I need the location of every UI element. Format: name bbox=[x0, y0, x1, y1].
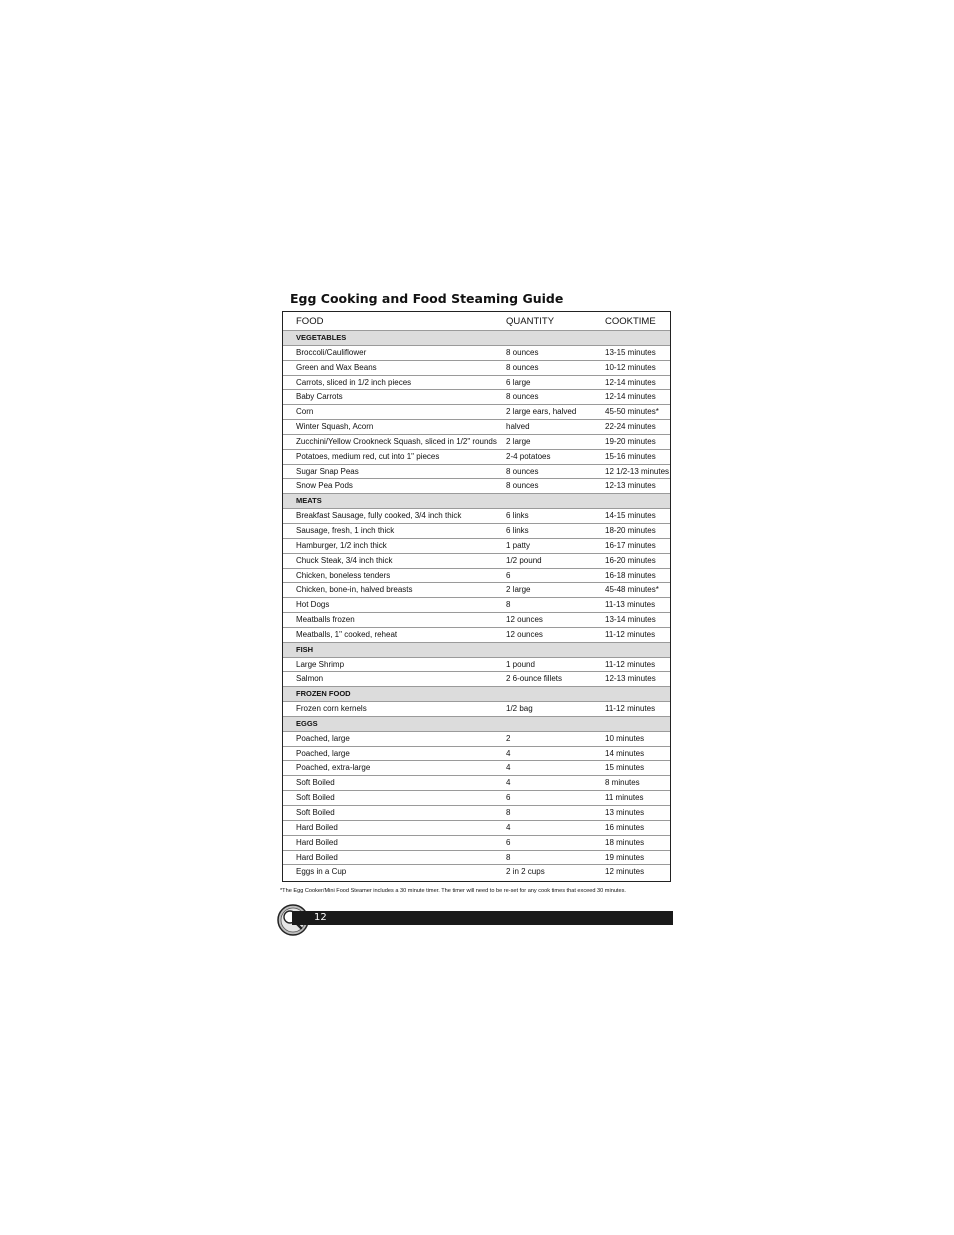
section-header-row bbox=[283, 643, 670, 658]
table-row bbox=[283, 583, 670, 598]
cooktime-cell: 15 minutes bbox=[605, 763, 645, 773]
quantity-cell: 2 in 2 cups bbox=[506, 867, 545, 877]
cooktime-cell: 18-20 minutes bbox=[605, 525, 656, 535]
quantity-cell: 2 6-ounce fillets bbox=[506, 674, 563, 684]
cooktime-cell: 11-13 minutes bbox=[605, 600, 656, 610]
table-header-row bbox=[283, 312, 670, 331]
table-row bbox=[283, 613, 670, 628]
quantity-cell: 8 ounces bbox=[506, 347, 539, 357]
table-row bbox=[283, 524, 670, 539]
table-row bbox=[283, 761, 670, 776]
cooktime-cell: 11-12 minutes bbox=[605, 629, 656, 639]
quantity-cell: 6 links bbox=[506, 525, 529, 535]
table-row bbox=[283, 821, 670, 836]
food-cell: Hot Dogs bbox=[296, 600, 330, 610]
cooktime-cell: 15-16 minutes bbox=[605, 451, 656, 461]
table-row bbox=[283, 376, 670, 391]
cooktime-cell: 45-48 minutes* bbox=[605, 585, 659, 595]
cooktime-cell: 19 minutes bbox=[605, 852, 645, 862]
quantity-cell: 8 ounces bbox=[506, 392, 539, 402]
section-header-row bbox=[283, 331, 670, 346]
cooktime-cell: 16-18 minutes bbox=[605, 570, 656, 580]
food-cell: Large Shrimp bbox=[296, 659, 345, 669]
cooktime-cell: 13-14 minutes bbox=[605, 615, 656, 625]
cooktime-cell: 16 minutes bbox=[605, 822, 645, 832]
quantity-cell: 12 ounces bbox=[506, 629, 543, 639]
table-row bbox=[283, 420, 670, 435]
footnote: *The Egg Cooker/Mini Food Steamer includes a 30 minute timer. The timer will need to be re-set for any cook times that exceed 30 minutes. bbox=[280, 888, 626, 894]
food-cell: Eggs in a Cup bbox=[296, 867, 347, 877]
quantity-cell: 6 large bbox=[506, 377, 531, 387]
column-header-cooktime: COOKTIME bbox=[605, 316, 656, 327]
food-cell: Sugar Snap Peas bbox=[296, 466, 359, 476]
table-row bbox=[283, 539, 670, 554]
food-cell: Poached, extra-large bbox=[296, 763, 371, 773]
table-row bbox=[283, 390, 670, 405]
table-row bbox=[283, 405, 670, 420]
section-name: FROZEN FOOD bbox=[296, 689, 351, 699]
table-row bbox=[283, 509, 670, 524]
quantity-cell: halved bbox=[506, 422, 530, 432]
food-cell: Salmon bbox=[296, 674, 324, 684]
cooktime-cell: 12 minutes bbox=[605, 867, 645, 877]
food-cell: Soft Boiled bbox=[296, 793, 335, 803]
quantity-cell: 4 bbox=[506, 822, 511, 832]
section-header-row bbox=[283, 494, 670, 509]
food-cell: Hard Boiled bbox=[296, 822, 338, 832]
cooktime-cell: 10-12 minutes bbox=[605, 362, 656, 372]
food-cell: Snow Pea Pods bbox=[296, 481, 353, 491]
table-row bbox=[283, 851, 670, 866]
quantity-cell: 12 ounces bbox=[506, 615, 543, 625]
cooktime-cell: 12-13 minutes bbox=[605, 674, 656, 684]
table-row bbox=[283, 569, 670, 584]
food-cell: Corn bbox=[296, 407, 314, 417]
table-row bbox=[283, 479, 670, 494]
steaming-guide-table bbox=[282, 311, 671, 882]
table-row bbox=[283, 658, 670, 673]
quantity-cell: 8 bbox=[506, 808, 511, 817]
cooktime-cell: 45-50 minutes* bbox=[605, 407, 659, 417]
section-header-row bbox=[283, 717, 670, 732]
section-name: MEATS bbox=[296, 496, 322, 506]
quantity-cell: 1 pound bbox=[506, 659, 535, 669]
quantity-cell: 2-4 potatoes bbox=[506, 451, 551, 461]
quantity-cell: 8 bbox=[506, 852, 511, 862]
table-row bbox=[283, 865, 670, 880]
cooktime-cell: 19-20 minutes bbox=[605, 436, 656, 446]
cooktime-cell: 13 minutes bbox=[605, 808, 645, 817]
table-row bbox=[283, 450, 670, 465]
food-cell: Winter Squash, Acorn bbox=[296, 422, 374, 432]
table-row bbox=[283, 672, 670, 687]
cooktime-cell: 8 minutes bbox=[605, 778, 640, 788]
table-row bbox=[283, 791, 670, 806]
cooktime-cell: 11 minutes bbox=[605, 793, 644, 803]
food-cell: Potatoes, medium red, cut into 1" pieces bbox=[296, 451, 440, 461]
quantity-cell: 2 large bbox=[506, 436, 531, 446]
table-row bbox=[283, 361, 670, 376]
food-cell: Carrots, sliced in 1/2 inch pieces bbox=[296, 377, 412, 387]
column-header-quantity: QUANTITY bbox=[506, 316, 555, 327]
cooktime-cell: 14-15 minutes bbox=[605, 511, 656, 521]
quantity-cell: 6 bbox=[506, 793, 511, 803]
quantity-cell: 1 patty bbox=[506, 540, 531, 550]
quantity-cell: 1/2 bag bbox=[506, 704, 533, 714]
food-cell: Frozen corn kernels bbox=[296, 704, 367, 714]
table-row bbox=[283, 435, 670, 450]
food-cell: Breakfast Sausage, fully cooked, 3/4 inch thick bbox=[296, 511, 462, 521]
food-cell: Poached, large bbox=[296, 748, 350, 758]
footer-bar bbox=[292, 911, 673, 925]
food-cell: Poached, large bbox=[296, 733, 350, 743]
food-cell: Hard Boiled bbox=[296, 837, 338, 847]
table-row bbox=[283, 465, 670, 480]
cooktime-cell: 16-20 minutes bbox=[605, 555, 656, 565]
quantity-cell: 1/2 pound bbox=[506, 555, 542, 565]
quantity-cell: 8 ounces bbox=[506, 362, 539, 372]
food-cell: Soft Boiled bbox=[296, 778, 335, 788]
section-name: VEGETABLES bbox=[296, 333, 347, 342]
quantity-cell: 2 bbox=[506, 733, 511, 743]
section-name: FISH bbox=[296, 644, 314, 654]
section-name: EGGS bbox=[296, 718, 318, 728]
table-row bbox=[283, 732, 670, 747]
quantity-cell: 4 bbox=[506, 748, 511, 758]
food-cell: Meatballs, 1" cooked, reheat bbox=[296, 629, 398, 639]
quantity-cell: 8 bbox=[506, 600, 511, 610]
table-row bbox=[283, 346, 670, 361]
page-title: Egg Cooking and Food Steaming Guide bbox=[290, 291, 564, 306]
food-cell: Green and Wax Beans bbox=[296, 362, 377, 372]
cooktime-cell: 12-14 minutes bbox=[605, 392, 656, 402]
quantity-cell: 4 bbox=[506, 763, 511, 773]
column-header-food: FOOD bbox=[296, 316, 324, 327]
page-number: 12 bbox=[314, 912, 327, 923]
cooktime-cell: 22-24 minutes bbox=[605, 422, 656, 432]
quantity-cell: 6 bbox=[506, 570, 511, 580]
cooktime-cell: 18 minutes bbox=[605, 837, 645, 847]
table-row bbox=[283, 806, 670, 821]
table-row bbox=[283, 836, 670, 851]
quantity-cell: 6 links bbox=[506, 511, 529, 521]
food-cell: Hamburger, 1/2 inch thick bbox=[296, 540, 387, 550]
quantity-cell: 8 ounces bbox=[506, 466, 539, 476]
quantity-cell: 2 large ears, halved bbox=[506, 407, 577, 417]
quantity-cell: 6 bbox=[506, 837, 511, 847]
table-row bbox=[283, 702, 670, 717]
cooktime-cell: 11-12 minutes bbox=[605, 704, 656, 714]
food-cell: Sausage, fresh, 1 inch thick bbox=[296, 525, 395, 535]
quantity-cell: 2 large bbox=[506, 585, 531, 595]
food-cell: Zucchini/Yellow Crookneck Squash, sliced in 1/2" rounds bbox=[296, 436, 497, 446]
food-cell: Chuck Steak, 3/4 inch thick bbox=[296, 555, 393, 565]
food-cell: Meatballs frozen bbox=[296, 615, 355, 625]
table-row bbox=[283, 776, 670, 791]
quantity-cell: 4 bbox=[506, 778, 511, 788]
cooktime-cell: 12-14 minutes bbox=[605, 377, 656, 387]
cooktime-cell: 14 minutes bbox=[605, 748, 645, 758]
table-row bbox=[283, 598, 670, 613]
food-cell: Chicken, bone-in, halved breasts bbox=[296, 585, 413, 595]
food-cell: Broccoli/Cauliflower bbox=[296, 347, 367, 357]
cooktime-cell: 10 minutes bbox=[605, 733, 645, 743]
quantity-cell: 8 ounces bbox=[506, 481, 539, 491]
cooktime-cell: 11-12 minutes bbox=[605, 659, 656, 669]
table-row bbox=[283, 554, 670, 569]
cooktime-cell: 12 1/2-13 minutes bbox=[605, 466, 670, 476]
food-cell: Soft Boiled bbox=[296, 808, 335, 817]
food-cell: Baby Carrots bbox=[296, 392, 343, 402]
cooktime-cell: 16-17 minutes bbox=[605, 540, 656, 550]
table-row bbox=[283, 747, 670, 762]
section-header-row bbox=[283, 687, 670, 702]
cooktime-cell: 13-15 minutes bbox=[605, 347, 656, 357]
cooktime-cell: 12-13 minutes bbox=[605, 481, 656, 491]
food-cell: Chicken, boneless tenders bbox=[296, 570, 391, 580]
food-cell: Hard Boiled bbox=[296, 852, 338, 862]
table-row bbox=[283, 628, 670, 643]
